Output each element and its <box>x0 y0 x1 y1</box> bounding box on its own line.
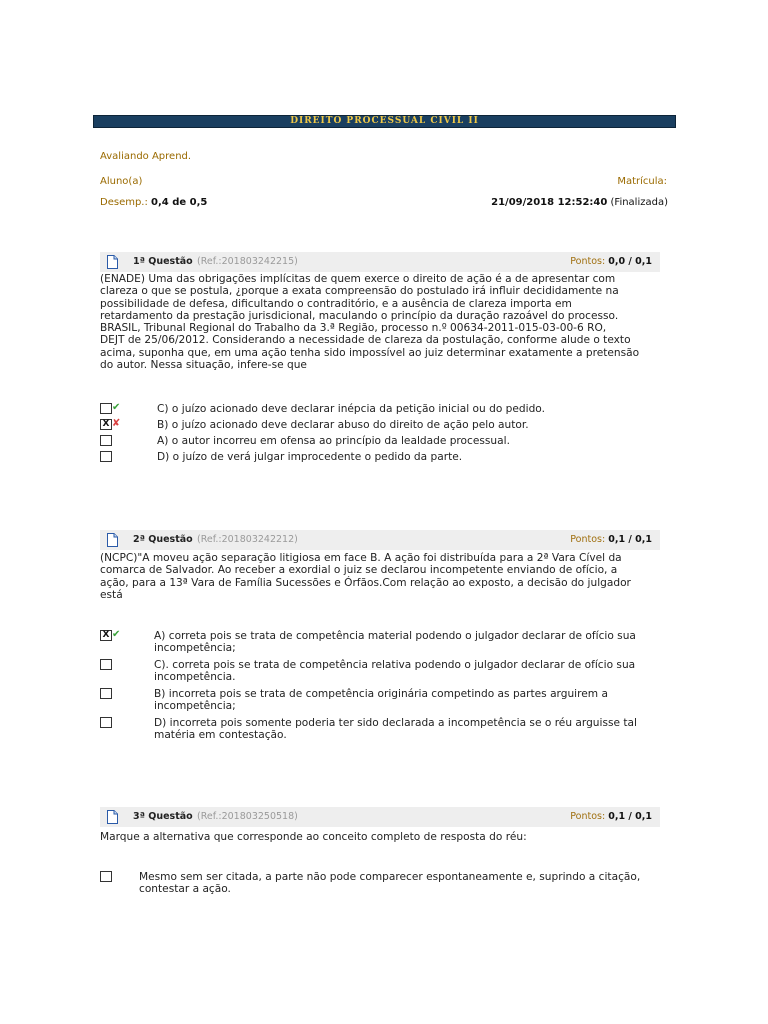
desemp-label: Desemp.: <box>100 197 148 208</box>
option-text: C) o juízo acionado deve declarar inépcia da petição inicial ou do pedido. <box>157 403 545 415</box>
option-checkbox[interactable] <box>100 451 112 462</box>
option-text: A) correta pois se trata de competência material podendo o julgador declarar de ofício sua incompetência; <box>154 630 636 655</box>
question-points: Pontos: 0,0 / 0,1 <box>570 256 652 267</box>
option-checkbox[interactable] <box>100 688 112 699</box>
question-text: (NCPC)"A moveu ação separação litigiosa em face B. A ação foi distribuída para a 2ª Vara Cível da comarca de Salvador. Ao receber a exordial o juiz se declarou incompetente enviando de ofício, a ação, para a 13ª Vara de Família Sucessões e Órfãos.Com relação ao exposto, a decisão do julgador está <box>100 552 631 601</box>
option-checkbox[interactable] <box>100 435 112 446</box>
question-number: 3ª Questão <box>133 811 193 822</box>
question-ref: (Ref.:201803242212) <box>197 534 298 545</box>
option-text: B) o juízo acionado deve declarar abuso do direito de ação pelo autor. <box>157 419 529 431</box>
option-checkbox[interactable] <box>100 659 112 670</box>
correct-check-icon: ✔ <box>112 629 121 640</box>
option-checkbox[interactable] <box>100 403 112 414</box>
status-value: (Finalizada) <box>610 197 668 208</box>
option-text: A) o autor incorreu em ofensa ao princípio da lealdade processual. <box>157 435 510 447</box>
matricula-label: Matrícula: <box>617 176 667 187</box>
option-text: D) o juízo de verá julgar improcedente o pedido da parte. <box>157 451 463 463</box>
datetime-value: 21/09/2018 12:52:40 <box>491 197 608 208</box>
document-icon <box>107 810 118 824</box>
question-header <box>100 530 660 550</box>
course-title-bar: DIREITO PROCESSUAL CIVIL II <box>93 115 676 128</box>
option-checkbox[interactable]: X <box>100 419 112 430</box>
question-ref: (Ref.:201803242215) <box>197 256 298 267</box>
wrong-x-icon: ✘ <box>112 418 121 429</box>
question-points: Pontos: 0,1 / 0,1 <box>570 811 652 822</box>
document-icon <box>107 533 118 547</box>
question-number: 1ª Questão <box>133 256 193 267</box>
option-text: B) incorreta pois se trata de competência originária competindo as partes arguirem a incompetência; <box>154 688 608 713</box>
correct-check-icon: ✔ <box>112 402 121 413</box>
option-checkbox[interactable] <box>100 871 112 882</box>
question-header <box>100 807 660 827</box>
option-checkbox[interactable] <box>100 717 112 728</box>
question-ref: (Ref.:201803250518) <box>197 811 298 822</box>
avaliando-label: Avaliando Aprend. <box>100 151 192 162</box>
document-icon <box>107 255 118 269</box>
question-header <box>100 252 660 272</box>
option-text: C). correta pois se trata de competência relativa podendo o julgador declarar de ofício sua incompetência. <box>154 659 636 684</box>
question-points: Pontos: 0,1 / 0,1 <box>570 534 652 545</box>
option-text: D) incorreta pois somente poderia ter sido declarada a incompetência se o réu arguisse tal matéria em contestação. <box>154 717 637 742</box>
question-text: (ENADE) Uma das obrigações implícitas de quem exerce o direito de ação é a de apresentar com clareza o que se postula, ¿porque a exata compreensão do postulado irá influir decididamente na possibilidade de defesa, dificultando o contraditório, e a ausência de clareza importa em retardamento da prestação jurisdicional, maculando o princípio da duração razoável do processo. BRASIL, Tribunal Regional do Trabalho da 3.ª Região, processo n.º 00634-2011-015-03-00-6 RO, DEJT de 25/06/2012. Considerando a necessidade de clareza da postulação, conforme alude o texto acima, suponha que, em uma ação tenha sido impossível ao juiz determinar exatamente a pretensão do autor. Nessa situação, infere-se que <box>100 273 640 372</box>
desemp-value: 0,4 de 0,5 <box>151 197 208 208</box>
datetime-row <box>491 197 668 208</box>
option-text: Mesmo sem ser citada, a parte não pode comparecer espontaneamente e, suprindo a citação, contestar a ação. <box>139 871 641 896</box>
question-number: 2ª Questão <box>133 534 193 545</box>
question-text: Marque a alternativa que corresponde ao conceito completo de resposta do réu: <box>100 831 527 843</box>
option-checkbox[interactable]: X <box>100 630 112 641</box>
desemp-row <box>100 197 207 208</box>
aluno-label: Aluno(a) <box>100 176 143 187</box>
